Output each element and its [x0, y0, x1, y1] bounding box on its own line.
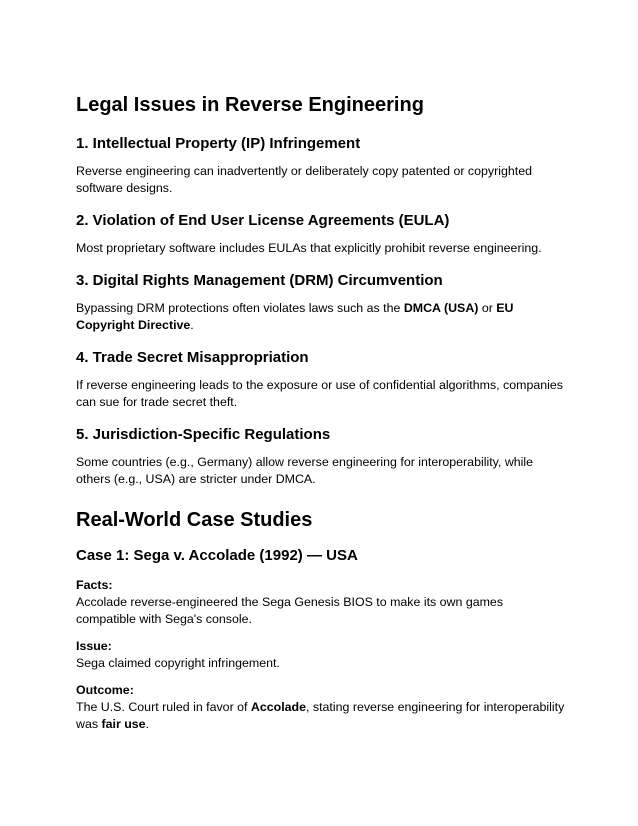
section-1-heading: 1. Intellectual Property (IP) Infringement: [76, 135, 361, 152]
section-4-body: If reverse engineering leads to the exposure or use of confidential algorithms, companies can sue for trade secret theft.: [76, 378, 563, 409]
case-1-outcome: [76, 682, 566, 733]
outcome-label: Outcome:: [76, 683, 134, 697]
issue-label: Issue:: [76, 639, 112, 653]
eu-copyright-directive-text: EU Copyright Directive: [76, 301, 514, 332]
case-1-issue: [76, 638, 566, 672]
outcome-text: The U.S. Court ruled in favor of: [76, 700, 251, 714]
section-3-heading: 3. Digital Rights Management (DRM) Circumvention: [76, 272, 443, 289]
issue-text: Sega claimed copyright infringement.: [76, 656, 280, 670]
dmca-usa-text: DMCA (USA): [403, 301, 479, 315]
section-3-body: [76, 300, 566, 334]
document-content: [76, 93, 566, 733]
section-2-body: Most proprietary software includes EULAs that explicitly prohibit reverse engineering.: [76, 241, 542, 255]
outcome-text-middle: , stating reverse engineering for interoperability was: [76, 700, 565, 731]
case-1-heading: Case 1: Sega v. Accolade (1992) — USA: [76, 547, 358, 564]
section-3-body-end: .: [190, 318, 194, 332]
case-studies-title: Real-World Case Studies: [76, 509, 313, 531]
section-5-body: Some countries (e.g., Germany) allow reverse engineering for interoperability, while others (e.g., USA) are stricter under DMCA.: [76, 455, 534, 486]
outcome-text-end: .: [145, 717, 150, 731]
section-3-body-or: or: [478, 301, 497, 315]
section-2-heading: 2. Violation of End User License Agreements (EULA): [76, 212, 450, 229]
case-1-facts: [76, 577, 566, 628]
section-3-body-text: Bypassing DRM protections often violates laws such as the: [76, 301, 404, 315]
fair-use-text: fair use: [101, 717, 146, 731]
section-4-heading: 4. Trade Secret Misappropriation: [76, 349, 309, 366]
facts-text: Accolade reverse-engineered the Sega Genesis BIOS to make its own games compatible with Sega's console.: [76, 595, 504, 626]
accolade-text: Accolade: [250, 700, 307, 714]
facts-label: Facts:: [76, 578, 113, 592]
section-1-body: Reverse engineering can inadvertently or deliberately copy patented or copyrighted software designs.: [76, 164, 532, 195]
section-5-heading: 5. Jurisdiction-Specific Regulations: [76, 426, 331, 443]
legal-issues-title: Legal Issues in Reverse Engineering: [76, 94, 424, 116]
